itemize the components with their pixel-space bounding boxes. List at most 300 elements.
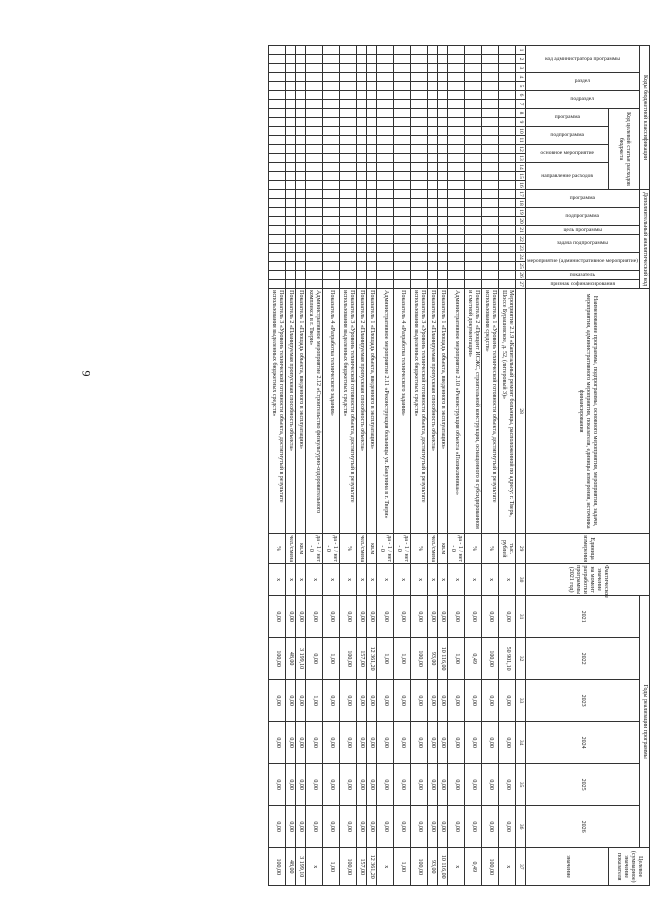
code-cell (286, 190, 296, 199)
code-cell (411, 181, 428, 190)
code-cell (499, 100, 516, 109)
row-year-value: 0,00 (377, 722, 394, 764)
code-cell (411, 199, 428, 208)
row-year-value: 0,00 (286, 680, 296, 722)
code-cell (367, 154, 377, 163)
code-cell (482, 181, 499, 190)
header-row-1 (640, 46, 650, 886)
row-year-value: 0,00 (411, 806, 428, 848)
column-number: 20 (516, 217, 526, 226)
row-year-value: 0,00 (465, 722, 482, 764)
code-cell (340, 190, 357, 199)
code-cell (482, 136, 499, 145)
code-cell (269, 100, 286, 109)
row-year-value: 0,00 (340, 806, 357, 848)
column-number: 27 (516, 280, 526, 289)
code-cell (394, 199, 411, 208)
code-cell (428, 271, 438, 280)
code-cell (296, 136, 306, 145)
code-cell (306, 271, 323, 280)
code-cell (411, 82, 428, 91)
code-cell (448, 127, 465, 136)
header-additional-label: признак софинансирования (550, 281, 615, 287)
code-cell (482, 226, 499, 235)
code-cell (394, 226, 411, 235)
code-cell (394, 127, 411, 136)
row-unit: % (465, 534, 482, 564)
code-cell (269, 73, 286, 82)
code-cell (465, 253, 482, 262)
row-year-value: 0,00 (306, 806, 323, 848)
row-year-value: 0,00 (428, 722, 438, 764)
row-unit: чел./смена (428, 534, 438, 564)
code-cell (499, 163, 516, 172)
code-cell (499, 46, 516, 55)
row-year-value: 0,00 (377, 764, 394, 806)
code-cell (357, 82, 367, 91)
header-code-0 (526, 46, 640, 73)
code-cell (306, 136, 323, 145)
code-cell (367, 190, 377, 199)
row-year-value: 100,00 (340, 638, 357, 680)
column-number: 14 (516, 163, 526, 172)
code-cell (499, 145, 516, 154)
code-cell (367, 100, 377, 109)
code-cell (377, 82, 394, 91)
row-target: 0,49 (465, 848, 482, 886)
table-row (411, 46, 428, 886)
code-cell (482, 127, 499, 136)
code-cell (286, 244, 296, 253)
code-cell (428, 46, 438, 55)
code-cell (367, 82, 377, 91)
code-cell (323, 127, 340, 136)
code-cell (323, 55, 340, 64)
code-cell (286, 91, 296, 100)
code-cell (377, 172, 394, 181)
row-unit: кв.м (438, 534, 448, 564)
row-name: Показатель 1 «Площадь объекта, введенного в эксплуатацию» (296, 289, 306, 534)
code-cell (269, 127, 286, 136)
code-cell (377, 271, 394, 280)
code-cell (482, 55, 499, 64)
header-name: Наименование программы, подпрограммы, основного мероприятия, мероприятия, задачи, мероприятия, административного мероприятия, показателя, единицы измерения, источника финансирования (526, 289, 650, 534)
row-year-value: 0,00 (296, 764, 306, 806)
code-cell (306, 244, 323, 253)
row-target: 93,00 (428, 848, 438, 886)
code-cell (340, 100, 357, 109)
row-fact: х (323, 564, 340, 596)
code-cell (428, 118, 438, 127)
code-cell (438, 64, 448, 73)
row-name: Показатель 1 «Площадь объекта, введенного в эксплуатацию» (438, 289, 448, 534)
code-cell (367, 64, 377, 73)
row-year-value: 0,00 (438, 722, 448, 764)
table-row (438, 46, 448, 886)
code-cell (394, 64, 411, 73)
code-cell (340, 244, 357, 253)
column-number: 4 (516, 73, 526, 82)
code-cell (438, 199, 448, 208)
header-expense-codes: Код целевой статьи расходов бюджета (609, 109, 640, 190)
header-additional-3 (526, 235, 640, 253)
code-cell (323, 118, 340, 127)
code-cell (367, 244, 377, 253)
code-cell (482, 100, 499, 109)
code-cell (340, 181, 357, 190)
code-cell (377, 64, 394, 73)
code-cell (465, 199, 482, 208)
code-cell (286, 271, 296, 280)
code-cell (377, 199, 394, 208)
code-cell (448, 46, 465, 55)
code-cell (499, 235, 516, 244)
code-cell (448, 244, 465, 253)
code-cell (438, 208, 448, 217)
row-year-value: 0,00 (340, 596, 357, 638)
row-year-value: 0,00 (367, 806, 377, 848)
header-code-2 (526, 91, 640, 109)
code-cell (306, 100, 323, 109)
code-cell (296, 199, 306, 208)
code-cell (428, 262, 438, 271)
code-cell (323, 109, 340, 118)
column-number: 22 (516, 235, 526, 244)
row-year-value: 0,00 (377, 680, 394, 722)
code-cell (438, 145, 448, 154)
row-year-value: 50 901,10 (499, 638, 516, 680)
code-cell (323, 190, 340, 199)
row-year-value: 0,00 (394, 806, 411, 848)
code-cell (269, 46, 286, 55)
code-cell (340, 235, 357, 244)
code-cell (367, 145, 377, 154)
code-cell (367, 46, 377, 55)
row-year-value: 0,00 (499, 596, 516, 638)
code-cell (411, 91, 428, 100)
row-year-value: 0,00 (438, 596, 448, 638)
code-cell (306, 46, 323, 55)
row-target: х (499, 848, 516, 886)
row-name: Административное мероприятие 2.10 «Реконструкция объекта «Поликлиника»» (448, 289, 465, 534)
code-cell (411, 136, 428, 145)
row-name: Административное мероприятие 2.11 «Реконструкция больницы ул. Бакунина в г. Твери» (377, 289, 394, 534)
code-cell (438, 280, 448, 289)
code-cell (323, 172, 340, 181)
code-cell (340, 136, 357, 145)
code-cell (286, 208, 296, 217)
table-row (323, 46, 340, 886)
header-additional-label: программа (569, 195, 596, 201)
code-cell (340, 73, 357, 82)
code-cell (448, 100, 465, 109)
code-cell (499, 226, 516, 235)
header-fact: Фактическое значение на момент разработки программы (2021 год) (526, 564, 650, 596)
code-cell (377, 163, 394, 172)
code-cell (428, 172, 438, 181)
code-cell (323, 181, 340, 190)
code-cell (428, 226, 438, 235)
row-name: Мероприятие 2.1.9 «Капитальный ремонт больницы, расположенной по адресу: г. Тверь, Шоссе Бурашевское, д. 52, (литеровый 3)» (499, 289, 516, 534)
row-name: Показатель 4 «Разработка технического задания» (323, 289, 340, 534)
code-cell (428, 91, 438, 100)
code-cell (286, 199, 296, 208)
row-year-value: 0,00 (482, 596, 499, 638)
code-cell (269, 55, 286, 64)
code-cell (367, 181, 377, 190)
code-cell (269, 82, 286, 91)
code-cell (465, 109, 482, 118)
code-cell (438, 244, 448, 253)
row-year-value: 0,00 (286, 764, 296, 806)
row-year-value: 0,00 (482, 764, 499, 806)
row-name: Показатель 3 «Уровень технической готовности объекта, достигнутый в результате использования выделенных бюджетных средств» (340, 289, 357, 534)
column-number: 15 (516, 172, 526, 181)
row-year-value: 1,00 (323, 638, 340, 680)
row-year-value: 0,00 (296, 596, 306, 638)
row-fact: х (377, 564, 394, 596)
code-cell (428, 145, 438, 154)
code-cell (438, 109, 448, 118)
code-cell (448, 163, 465, 172)
code-cell (357, 244, 367, 253)
row-year-value: 0,00 (296, 680, 306, 722)
code-cell (482, 172, 499, 181)
code-cell (448, 262, 465, 271)
row-year-value: 0,00 (482, 806, 499, 848)
code-cell (286, 118, 296, 127)
code-cell (465, 172, 482, 181)
row-year-value: 0,00 (286, 806, 296, 848)
code-cell (465, 280, 482, 289)
row-year-value: 0,00 (394, 722, 411, 764)
code-cell (394, 100, 411, 109)
row-name: Показатель 3 «Уровень технической готовности объекта, достигнутый в результате использования выделенных бюджетных средств» (411, 289, 428, 534)
code-cell (296, 181, 306, 190)
column-number: 36 (516, 806, 526, 848)
code-cell (411, 226, 428, 235)
column-number: 5 (516, 82, 526, 91)
code-cell (367, 91, 377, 100)
code-cell (482, 154, 499, 163)
row-fact: х (465, 564, 482, 596)
code-cell (394, 262, 411, 271)
code-cell (340, 226, 357, 235)
row-unit: тыс. рублей (499, 534, 516, 564)
row-year-value: 0,00 (340, 764, 357, 806)
code-cell (465, 154, 482, 163)
code-cell (357, 91, 367, 100)
row-target: 100,00 (482, 848, 499, 886)
code-cell (482, 163, 499, 172)
row-year-value: 0,00 (357, 680, 367, 722)
row-fact: х (428, 564, 438, 596)
code-cell (465, 244, 482, 253)
row-year-value: 0,00 (448, 596, 465, 638)
code-cell (448, 217, 465, 226)
code-cell (306, 82, 323, 91)
column-number: 31 (516, 596, 526, 638)
code-cell (286, 163, 296, 172)
code-cell (323, 271, 340, 280)
code-cell (438, 262, 448, 271)
row-year-value: 0,00 (269, 722, 286, 764)
code-cell (411, 100, 428, 109)
row-year-value: 0,00 (306, 638, 323, 680)
code-cell (465, 64, 482, 73)
code-cell (323, 199, 340, 208)
row-year-value: 0,00 (323, 722, 340, 764)
code-cell (357, 262, 367, 271)
code-cell (367, 271, 377, 280)
code-cell (499, 82, 516, 91)
code-cell (448, 235, 465, 244)
header-additional-label: задача подпрограммы (557, 240, 609, 246)
code-cell (286, 64, 296, 73)
row-year-value: 0,00 (367, 596, 377, 638)
code-cell (377, 280, 394, 289)
code-cell (377, 217, 394, 226)
code-cell (411, 244, 428, 253)
column-number: 32 (516, 638, 526, 680)
code-cell (448, 190, 465, 199)
code-cell (367, 199, 377, 208)
row-year-value: 0,00 (377, 596, 394, 638)
code-cell (377, 208, 394, 217)
code-cell (465, 145, 482, 154)
code-cell (357, 154, 367, 163)
code-cell (286, 253, 296, 262)
row-name: Показатель 2 «Процент ИСЖС, строительной конструкции, оснащенного в субсидированном и сметной документации» (465, 289, 482, 534)
code-cell (286, 73, 296, 82)
column-number: 6 (516, 91, 526, 100)
code-cell (340, 154, 357, 163)
code-cell (286, 55, 296, 64)
header-additional-4 (526, 253, 640, 271)
table-row (394, 46, 411, 886)
row-year-value: 0,00 (296, 806, 306, 848)
code-cell (499, 172, 516, 181)
code-cell (357, 55, 367, 64)
row-year-value: 0,00 (340, 680, 357, 722)
row-unit: % (340, 534, 357, 564)
code-cell (286, 127, 296, 136)
header-additional-5 (526, 271, 640, 280)
code-cell (411, 262, 428, 271)
header-year-2026: 2026 (526, 806, 640, 848)
code-cell (323, 136, 340, 145)
code-cell (340, 118, 357, 127)
code-cell (438, 127, 448, 136)
code-cell (269, 208, 286, 217)
code-cell (286, 100, 296, 109)
code-cell (296, 172, 306, 181)
table-row (286, 46, 296, 886)
code-cell (411, 253, 428, 262)
code-cell (269, 271, 286, 280)
code-cell (377, 235, 394, 244)
code-cell (367, 217, 377, 226)
code-cell (499, 280, 516, 289)
column-number: 19 (516, 208, 526, 217)
code-cell (367, 208, 377, 217)
code-cell (448, 55, 465, 64)
column-number: 8 (516, 109, 526, 118)
code-cell (411, 208, 428, 217)
code-cell (306, 190, 323, 199)
column-number: 13 (516, 154, 526, 163)
row-year-value: 0,00 (286, 596, 296, 638)
column-number: 10 (516, 127, 526, 136)
column-number: 3 (516, 64, 526, 73)
column-number: 34 (516, 722, 526, 764)
code-cell (296, 271, 306, 280)
row-year-value: 0,00 (411, 764, 428, 806)
row-fact: х (438, 564, 448, 596)
code-cell (499, 190, 516, 199)
code-cell (438, 154, 448, 163)
code-cell (482, 208, 499, 217)
code-cell (482, 64, 499, 73)
row-unit: да - 1 / нет - 0 (394, 534, 411, 564)
code-cell (377, 109, 394, 118)
code-cell (428, 208, 438, 217)
code-cell (377, 262, 394, 271)
row-year-value: 0,00 (428, 596, 438, 638)
row-year-value: 0,00 (465, 806, 482, 848)
row-fact: х (296, 564, 306, 596)
code-cell (411, 109, 428, 118)
code-cell (296, 253, 306, 262)
code-cell (323, 91, 340, 100)
code-cell (499, 253, 516, 262)
code-cell (394, 217, 411, 226)
table-row (340, 46, 357, 886)
code-cell (340, 46, 357, 55)
code-cell (465, 73, 482, 82)
code-cell (357, 190, 367, 199)
code-cell (286, 136, 296, 145)
code-cell (482, 118, 499, 127)
code-cell (438, 91, 448, 100)
code-cell (340, 217, 357, 226)
code-cell (428, 280, 438, 289)
column-number: 9 (516, 118, 526, 127)
code-cell (428, 163, 438, 172)
code-cell (394, 181, 411, 190)
header-additional-label: цель программы (563, 227, 602, 233)
code-cell (482, 199, 499, 208)
code-cell (411, 190, 428, 199)
code-cell (323, 46, 340, 55)
table-row (357, 46, 367, 886)
code-cell (499, 55, 516, 64)
row-year-value: 0,00 (499, 680, 516, 722)
code-cell (448, 118, 465, 127)
row-year-value: 0,00 (465, 596, 482, 638)
code-cell (340, 271, 357, 280)
code-cell (269, 199, 286, 208)
row-year-value: 0,00 (357, 806, 367, 848)
row-year-value: 0,00 (411, 680, 428, 722)
code-cell (367, 253, 377, 262)
code-cell (448, 208, 465, 217)
row-name: Административное мероприятие 2.12 «Строительство физкультурно-оздоровительного комплекса в г. Твери» (306, 289, 323, 534)
code-cell (286, 235, 296, 244)
code-cell (296, 82, 306, 91)
code-cell (357, 73, 367, 82)
code-cell (411, 271, 428, 280)
